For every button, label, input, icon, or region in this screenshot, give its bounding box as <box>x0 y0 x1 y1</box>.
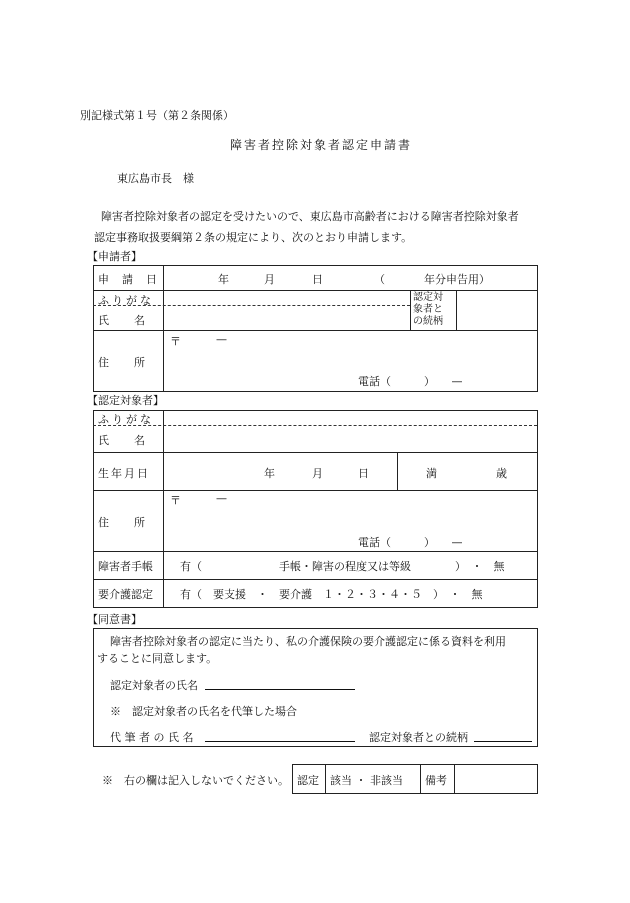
birth-day: 日 <box>358 467 369 480</box>
subject-postal-mark: 〒 <box>170 494 181 507</box>
office-result: 該当 ・ 非該当 <box>330 774 403 787</box>
relation-label-1: 認定対 <box>413 292 443 303</box>
applicant-name-label: 氏 名 <box>98 314 146 327</box>
intro-line-1: 障害者控除対象者の認定を受けたいので、東広島市高齢者における障害者控除対象者 <box>101 210 519 223</box>
subject-postal-dash: — <box>216 492 227 505</box>
office-certify: 認定 <box>297 774 319 787</box>
handbook-text: 有（ 手帳・障害の程度又は等級 ） ・ 無 <box>180 560 505 573</box>
subject-address-label: 住 所 <box>98 516 146 529</box>
tax-paren: （ <box>374 273 385 286</box>
consent-text-1: 障害者控除対象者の認定に当たり、私の介護保険の要介護認定に係る資料を利用 <box>110 635 506 648</box>
apply-year: 年 <box>218 273 229 286</box>
birth-month: 月 <box>312 467 323 480</box>
proxy-name-label: 代 筆 者 の 氏 名 <box>110 731 194 744</box>
consent-section-label: 【同意書】 <box>87 613 142 626</box>
office-note: ※ 右の欄は記入しないでください。 <box>102 774 289 787</box>
consent-text-2: することに同意します。 <box>97 652 218 665</box>
office-remarks: 備考 <box>425 774 447 787</box>
subject-name-sign-line <box>205 689 355 690</box>
age-full: 満 <box>426 467 437 480</box>
proxy-relation-line <box>474 741 532 742</box>
applicant-phone: 電話（ ） — <box>358 375 463 388</box>
applicant-furigana-label: ふりがな <box>98 294 154 307</box>
age-unit: 歳 <box>496 467 507 480</box>
birth-date-label: 生年月日 <box>98 467 150 480</box>
apply-day: 日 <box>312 273 323 286</box>
birth-year: 年 <box>264 467 275 480</box>
care-text: 有（ 要支援 ・ 要介護 １・２・３・４・５ ） ・ 無 <box>180 588 483 601</box>
proxy-relation-label: 認定対象者との続柄 <box>369 731 468 744</box>
tax-year-text: 年分申告用） <box>424 273 490 286</box>
proxy-name-line <box>205 741 355 742</box>
applicant-address-label: 住 所 <box>98 356 146 369</box>
subject-name-label: 氏 名 <box>98 434 146 447</box>
page-title: 障害者控除対象者認定申請書 <box>230 138 413 152</box>
subject-section-label: 【認定対象者】 <box>87 394 164 407</box>
applicant-postal-mark: 〒 <box>170 335 181 348</box>
applicant-section-label: 【申請者】 <box>87 250 142 263</box>
subject-phone: 電話（ ） — <box>358 536 463 549</box>
proxy-note: ※ 認定対象者の氏名を代筆した場合 <box>110 705 297 718</box>
apply-month: 月 <box>264 273 275 286</box>
intro-line-2: 認定事務取扱要綱第２条の規定により、次のとおり申請します。 <box>94 231 413 244</box>
form-id: 別記様式第１号（第２条関係） <box>80 109 234 122</box>
subject-name-sign-label: 認定対象者の氏名 <box>110 679 198 692</box>
relation-label-2: 象者と <box>413 304 443 315</box>
subject-furigana-label: ふりがな <box>98 413 154 426</box>
care-label: 要介護認定 <box>98 588 153 601</box>
apply-date-label: 申 請 日 <box>98 273 158 286</box>
addressee: 東広島市長 様 <box>117 172 194 185</box>
relation-label-3: の続柄 <box>413 316 443 327</box>
applicant-postal-dash: — <box>216 333 227 346</box>
handbook-label: 障害者手帳 <box>98 560 153 573</box>
